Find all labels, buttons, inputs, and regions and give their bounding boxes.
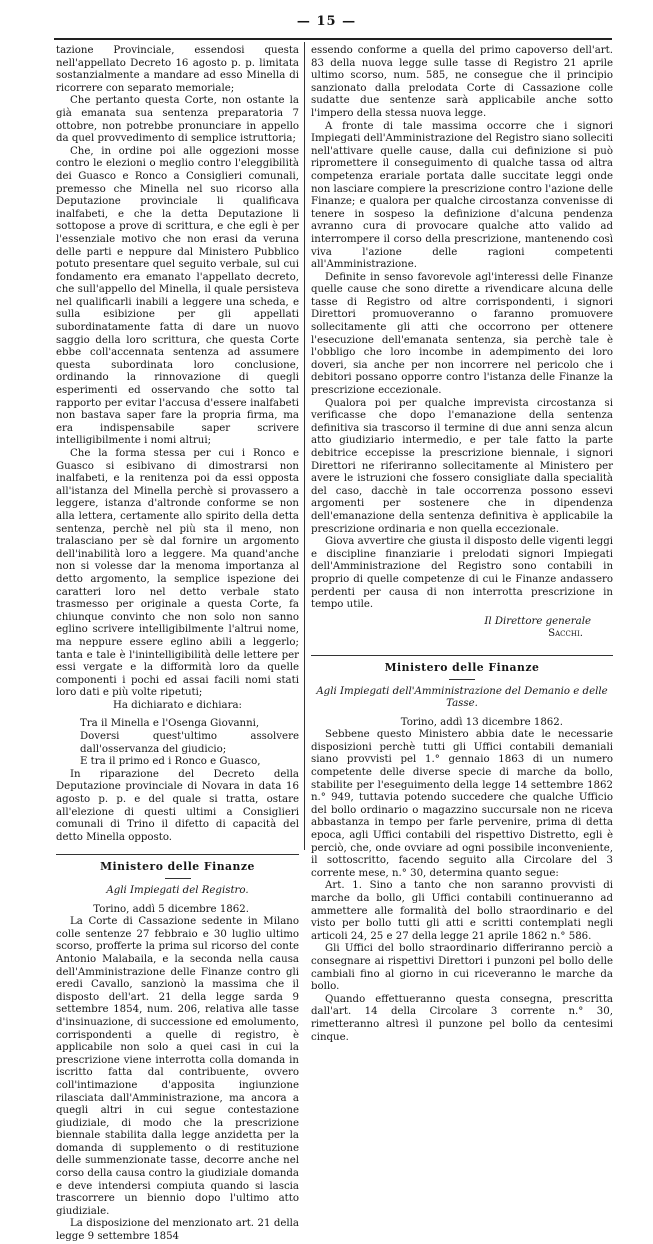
left-column bbox=[56, 45, 299, 1244]
short-rule bbox=[449, 679, 475, 680]
paragraph: Che, in ordine poi alle oggezioni mosse contro le elezioni o meglio contro l'eleggibilità dei Guasco e Ronco a Consiglieri comunali, premesso che Minella nel suo ricorso alla Deputazione provinciale li qualificava inalfabeti, e che la detta Deputazione li sottopose a prove di scrittura, e che egli è per l'essenziale motivo che non erasi da veruna delle parti e neppure dal Ministero Pubblico potuto presentare quel seguito verbale, sul cui fondamento era emanato l'appellato decreto, che sull'appello del Minella, il quale persisteva nel qualificarli inabili a leggere una scheda, e sulla esibizione per gli appellati subordinatamente fatta di dare un nuovo saggio della loro scrittura, che questa Corte ebbe coll'accennata sentenza ad assumere questa subordinata loro conclusione, ordinando la rinnovazione di quegli esperimenti ed osservando che sotto tal rapporto per evitar l'accusa d'essere inalfabeti non bastava saper fare la propria firma, ma era indispensabile saper scrivere intelligibilmente i nomi altrui; bbox=[56, 145, 299, 447]
section-subtitle: Agli Impiegati del Registro. bbox=[106, 885, 249, 896]
header-rule bbox=[54, 38, 612, 40]
ruling-line: Tra il Minella e l'Osenga Giovanni, bbox=[80, 718, 260, 730]
section-title: Ministero delle Finanze bbox=[384, 660, 540, 674]
paragraph: Gli Uffici del bollo straordinario differiranno perciò a consegnare ai rispettivi Direttori i punzoni pel bollo delle cambiali fino al giorno in cui riceveranno le marche da bollo. bbox=[311, 943, 613, 993]
ruling-line: E tra il primo ed i Ronco e Guasco, bbox=[80, 756, 261, 768]
paragraph: La Corte di Cassazione sedente in Milano colle sentenze 27 febbraio e 30 luglio ultimo scorso, profferte la prima sul ricorso del conte Antonio Malabaila, e la seconda nella causa dell'Amministrazione delle Finanze contro gli eredi Cavallo, sanzionò la massima che il disposto dell'art. 21 della legge sarda 9 settembre 1854, num. 206, relativa alle tasse d'insinuazione, di successione ed emolumento, corrispondenti a quelle di registro, è applicabile non solo a quei casi in cui la prescrizione viene interrotta colla domanda in iscritto fatta dal contribuente, ovvero coll'intimazione d'apposita ingiunzione rilasciata dall'Amministrazione, ma ancora a quegli altri in cui segue contestazione giudiziale, di modo che la prescrizione biennale stabilita dalla legge anzidetta per la domanda di supplemento o di restituzione delle summenzionate tasse, decorre anche nel corso della causa contro la giudiziale domanda e deve intendersi compiuta quando si lascia trascorrere un biennio dopo l'ultimo atto giudiziale. bbox=[56, 916, 299, 1217]
paragraph: A fronte di tale massima occorre che i signori Impiegati dell'Amministrazione del Registro siano solleciti nell'attivare quelle cause, dalla cui definizione si può ripromettere il conseguimento di qualche tassa od altra competenza erariale portata dalle succitate leggi onde non lasciare compiere la prescrizione contro l'azione delle Finanze; e qualora per qualche circostanza convenisse di tenere in sospeso la definizione d'alcuna pendenza avranno cura di provocare qualche atto valido ad interrompere il corso della prescrizione, mantenendo così viva l'azione delle ragioni competenti all'Amministrazione. bbox=[311, 120, 613, 271]
paragraph: Qualora poi per qualche imprevista circostanza si verificasse che dopo l'emanazione della sentenza definitiva sia trascorso il termine di due anni senza alcun atto giudiziario intermedio, e per tale fatto la parte debitrice eccepisse la prescrizione biennale, i signori Direttori ne riferiranno sollecitamente al Ministero per avere le istruzioni che fossero consigliate dalla specialità del caso, dacchè in tale occorrenza possono essevi argomenti per sostenere che in dipendenza dell'emanazione della sentenza definitiva è applicabile la prescrizione ordinaria e non quella eccezionale. bbox=[311, 397, 613, 535]
paragraph: Art. 1. Sino a tanto che non saranno provvisti di marche da bollo, gli Uffici contabili continueranno ad ammettere alle formalità del bollo straordinario e del visto per bollo tutti gli atti e scritti contemplati negli articoli 24, 25 e 27 della legge 21 aprile 1862 n.° 586. bbox=[311, 880, 613, 942]
paragraph: Che la forma stessa per cui i Ronco e Guasco si esibivano di dimostrarsi non inalfabeti, e la renitenza poi da essi opposta all'istanza del Minella perchè si provassero a leggere, istanza d'altronde conforme se non alla lettera, certamente allo spirito della detta sentenza, perchè nel più sta il meno, non tralasciano per sè dal fornire un argomento dell'inabilità loro a leggere. Ma quand'anche non si volesse dar la menoma importanza al detto argomento, la semplice ispezione dei caratteri loro nel detto verbale stato trasmesso per originale a questa Corte, fa chiunque convinto che non solo non sanno eglino scrivere intelligibilmente l'altrui nome, ma neppure essere eglino abili a leggerlo; tanta e tale è l'inintelligibilità delle lettere per essi vergate e la difformità loro da quelle componenti i pochi ed assai facili nomi stati loro dati e più volte ripetuti; bbox=[56, 448, 299, 699]
paragraph: tazione Provinciale, essendosi questa nell'appellato Decreto 16 agosto p. p. limitata sostanzialmente a mandare ad esso Minella di ricorrere con separato memoriale; bbox=[56, 45, 299, 94]
ruling-line: Doversi quest'ultimo assolvere dall'osservanza del giudicio; bbox=[80, 731, 299, 755]
paragraph: Sebbene questo Ministero abbia date le necessarie disposizioni perchè tutti gli Uffici contabili demaniali siano provvisti pel 1.° gennaio 1863 di un numero competente delle diverse specie di marche da bollo, stabilite per l'eseguimento della legge 14 settembre 1862 n.° 949, tuttavia potendo succedere che qualche Ufficio del bollo ordinario o magazzino succursale non ne riceva abbastanza in tempo per farle pervenire, prima di detta epoca, agli Uffici contabili del rispettivo Distretto, egli è perciò, che, onde ovviare ad ogni possibile inconveniente, il sottoscritto, facendo seguito alla Circolare del 3 corrente mese, n.° 30, determina quanto segue: bbox=[311, 729, 613, 879]
section-subtitle: Agli Impiegati dell'Amministrazione del Demanio e delle Tasse. bbox=[316, 685, 608, 710]
paragraph: Giova avvertire che giusta il disposto delle vigenti leggi e discipline finanziarie i prelodati signori Impiegati dell'Amministrazione del Registro sono contabili in proprio di quelle competenze di cui le Finanze andassero perdenti per causa di non interrotta prescrizione in tempo utile. bbox=[311, 536, 613, 611]
right-column bbox=[311, 45, 613, 1044]
signature-title: Il Direttore generale bbox=[484, 615, 591, 627]
section-date: Torino, addì 13 dicembre 1862. bbox=[400, 716, 563, 728]
column-separator bbox=[304, 42, 305, 850]
section-title: Ministero delle Finanze bbox=[100, 860, 255, 874]
paragraph: In riparazione del Decreto della Deputazione provinciale di Novara in data 16 agosto p. p. e del quale si tratta, ostare all'elezione di questi ultimi a Consiglieri comunali di Trino il difetto di capacità del detto Minella opposto. bbox=[56, 768, 299, 843]
paragraph: Che pertanto questa Corte, non ostante la già emanata sua sentenza preparatoria 7 ottobre, non potrebbe pronunciare in appello da quel provvedimento di semplice istruttoria; bbox=[56, 95, 299, 145]
declaration-heading: Ha dichiarato e dichiara: bbox=[112, 699, 242, 711]
paragraph: La disposizione del menzionato art. 21 della legge 9 settembre 1854 bbox=[56, 1218, 299, 1243]
short-rule bbox=[165, 878, 191, 879]
page-number: — 15 — bbox=[296, 14, 357, 29]
paragraph: essendo conforme a quella del primo capoverso dell'art. 83 della nuova legge sulle tasse di Registro 21 aprile ultimo scorso, num. 585, ne consegue che il principio sanzionato dalla prelodata Corte di Cassazione colle sudatte due sentenze sarà applicabile anche sotto l'impero della stessa nuova legge. bbox=[311, 45, 613, 119]
section-date: Torino, addì 5 dicembre 1862. bbox=[93, 903, 249, 915]
paragraph: Quando effettueranno questa consegna, prescritta dall'art. 14 della Circolare 3 corrente n.° 30, rimetteranno altresì il punzone pel bollo da centesimi cinque. bbox=[311, 993, 613, 1043]
signature-name: Sacchi. bbox=[548, 628, 583, 640]
paragraph: Definite in senso favorevole agl'interessi delle Finanze quelle cause che sono dirette a rivendicare alcuna delle tasse di Registro od altre corrispondenti, i signori Direttori promuoveranno o faranno promuovere sollecitamente gli atti che occorrono per ottenere l'esecuzione dell'emanata sentenza, sia perchè tale è l'obbligo che loro incombe in adempimento dei loro doveri, sia anche per non incorrere nel pericolo che i debitori possano opporre contro l'istanza delle Finanze la prescrizione eccezionale. bbox=[311, 271, 613, 397]
